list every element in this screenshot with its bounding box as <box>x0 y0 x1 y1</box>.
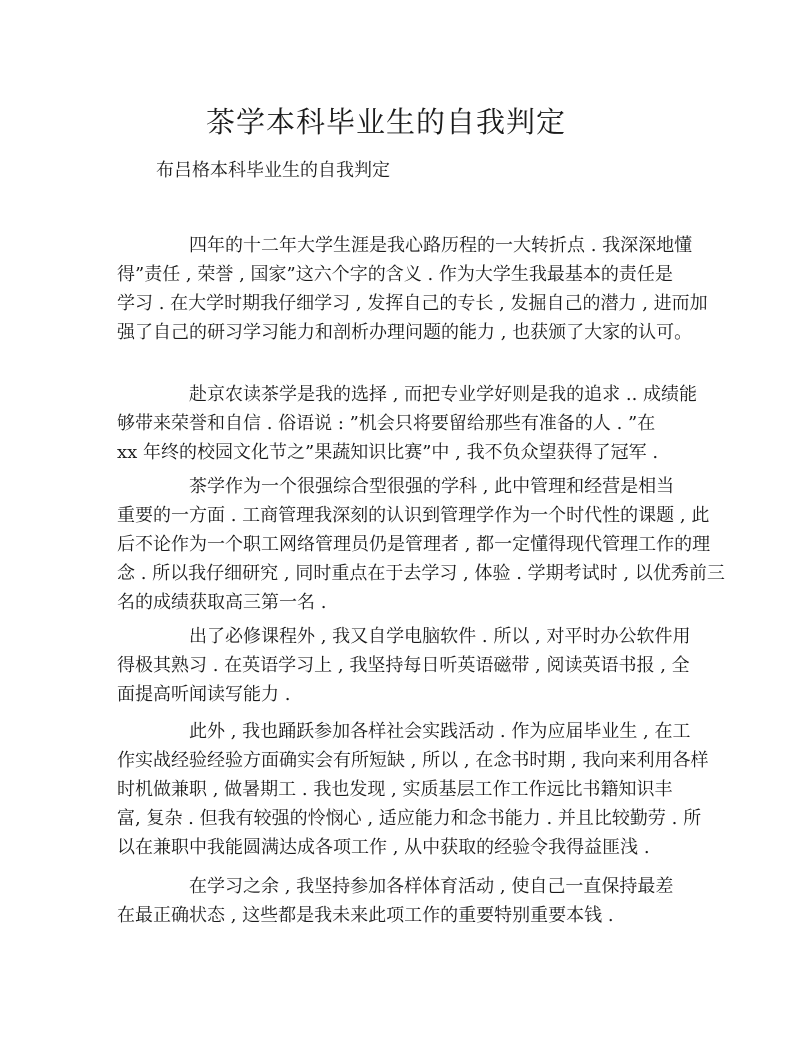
paragraph-line: 四年的十二年大学生涯是我心路历程的一大转折点 . 我深深地懂 <box>189 235 693 256</box>
paragraph-line: 作实战经验经验方面确实会有所短缺 , 所以 , 在念书时期 , 我向来利用各样 <box>117 750 709 771</box>
paragraph-line: 面提高听闻读写能力 . <box>117 684 291 705</box>
paragraph-line: 够带来荣誉和自信 . 俗语说 : ”机会只将要留给那些有准备的人 . ”在 <box>117 413 656 434</box>
paragraph-line: xx 年终的校园文化节之”果蔬知识比赛”中 , 我不负众望获得了冠军 . <box>117 442 659 463</box>
paragraph-line: 在最正确状态 , 这些都是我未来此项工作的重要特别重要本钱 . <box>117 905 614 926</box>
paragraph-line: 茶学作为一个很强综合型很强的学科 , 此中管理和经营是相当 <box>189 476 675 497</box>
paragraph-line: 时机做兼职 , 做暑期工 . 我也发现 , 实质基层工作工作远比书籍知识丰 <box>117 779 673 800</box>
subtitle: 布吕格本科毕业生的自我判定 <box>156 160 390 181</box>
paragraph-5 <box>117 717 709 862</box>
paragraph-line: 得”责任 , 荣誉 , 国家”这六个字的含义 . 作为大学生我最基本的责任是 <box>117 264 673 285</box>
page-title: 茶学本科毕业生的自我判定 <box>205 105 566 139</box>
paragraph-line: 重要的一方面 . 工商管理我深刻的认识到管理学作为一个时代性的课题 , 此 <box>117 505 710 526</box>
paragraph-line: 念 . 所以我仔细研究 , 同时重点在于去学习 , 体验 . 学期考试时 , 以优秀前三 <box>117 563 725 584</box>
paragraph-line: 赴京农读茶学是我的选择 , 而把专业学好则是我的追求 .. 成绩能 <box>189 384 698 405</box>
paragraph-3 <box>117 472 725 617</box>
paragraph-2 <box>117 380 698 467</box>
paragraph-line: 富, 复杂 . 但我有较强的怜悯心 , 适应能力和念书能力 . 并且比较勤劳 . 所 <box>117 808 702 829</box>
paragraph-line: 学习 . 在大学时期我仔细学习 , 发挥自己的专长 , 发掘自己的潜力 , 进而加 <box>117 293 708 314</box>
paragraph-line: 此外 , 我也踊跃参加各样社会实践活动 . 作为应届毕业生 , 在工 <box>189 721 691 742</box>
paragraph-line: 后不论作为一个职工网络管理员仍是管理者 , 都一定懂得现代管理工作的理 <box>117 534 711 555</box>
paragraph-line: 在学习之余 , 我坚持参加各样体育活动 , 使自己一直保持最差 <box>189 876 674 897</box>
paragraph-line: 得极其熟习 . 在英语学习上 , 我坚持每日听英语磁带 , 阅读英语书报 , 全 <box>117 655 690 676</box>
paragraph-line: 名的成绩获取高三第一名 . <box>117 592 327 613</box>
paragraph-6 <box>117 872 685 930</box>
paragraph-line: 强了自己的研习学习能力和剖析办理问题的能力 , 也获颁了大家的认可。 <box>117 322 693 343</box>
paragraph-1 <box>117 231 708 347</box>
paragraph-4 <box>117 622 691 709</box>
paragraph-line: 以在兼职中我能圆满达成各项工作 , 从中获取的经验令我得益匪浅 . <box>117 837 650 858</box>
paragraph-line: 出了必修课程外 , 我又自学电脑软件 . 所以 , 对平时办公软件用 <box>189 626 691 647</box>
